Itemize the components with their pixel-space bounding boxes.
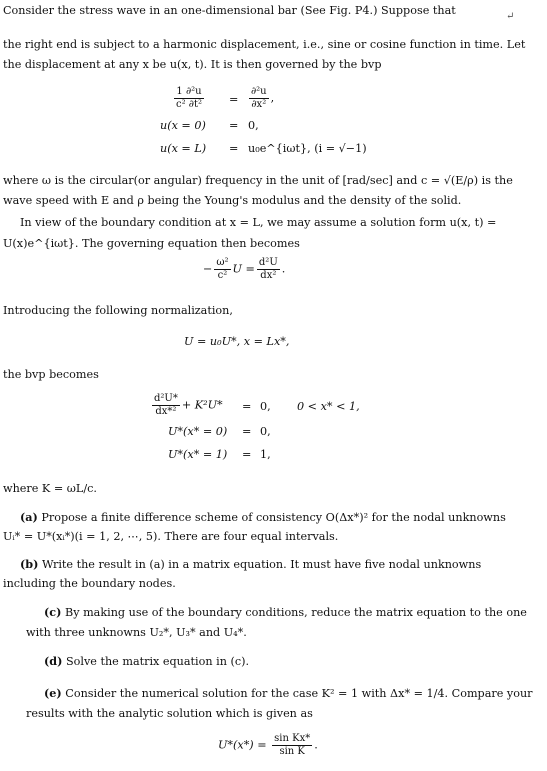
- return-icon: ↵: [506, 11, 515, 22]
- fraction-denominator: dx*²: [155, 406, 177, 417]
- equals-sign: =: [229, 93, 239, 106]
- equation-punct: ,: [270, 91, 275, 105]
- question-e: [44, 686, 533, 701]
- equals-sign: =: [242, 400, 252, 413]
- paragraph-line: the displacement at any x be u(x, t). It is then governed by the bvp: [3, 58, 382, 71]
- fraction-denominator: c² ∂t²: [176, 99, 202, 110]
- fraction-numerator: sin Kx*: [274, 733, 311, 744]
- equation-domain: 0 < x* < 1,: [297, 400, 360, 413]
- minus-sign: −: [203, 262, 213, 276]
- equation-normalized-ode: [150, 393, 223, 418]
- bc-right-lhs: u(x = L): [160, 142, 207, 155]
- question-label: (b): [20, 557, 39, 571]
- bc-normalized-right-lhs: U*(x* = 1): [168, 448, 228, 461]
- question-text: Consider the numerical solution for the case K² = 1 with Δx* = 1/4. Compare your: [65, 687, 533, 700]
- question-label: (d): [44, 654, 63, 668]
- equation-normalization: U = u₀U*, x = Lx*,: [184, 335, 290, 348]
- question-c: [44, 605, 527, 620]
- equals-sign: =: [242, 425, 252, 438]
- paragraph-line: where K = ωL/c.: [3, 482, 97, 495]
- equation-term: + K²U*: [181, 398, 223, 412]
- question-label: (c): [44, 605, 62, 619]
- equation-lhs: U*(x*) =: [218, 738, 267, 752]
- equation-wave-rhs: [247, 86, 274, 111]
- question-text: Write the result in (a) in a matrix equation. It must have five nodal unknowns: [41, 558, 482, 571]
- paragraph-line: In view of the boundary condition at x = L, we may assume a solution form u(x, t) =: [20, 216, 497, 229]
- paragraph-line: where ω is the circular(or angular) frequency in the unit of [rad/sec] and c = √(E/ρ) is the: [3, 174, 513, 187]
- equation-mid: U =: [232, 262, 255, 276]
- question-text: By making use of the boundary conditions, reduce the matrix equation to the one: [64, 606, 527, 619]
- equation-helmholtz: [203, 257, 285, 282]
- paragraph-line: the bvp becomes: [3, 368, 99, 381]
- fraction-numerator: ω²: [216, 257, 229, 268]
- bc-right-rhs: u₀e^{iωt}, (i = √−1): [248, 142, 367, 155]
- fraction-numerator: d²U: [258, 257, 278, 268]
- question-label: (e): [44, 686, 62, 700]
- bc-left-lhs: u(x = 0): [160, 119, 206, 132]
- question-d: [44, 654, 249, 669]
- bc-normalized-left-lhs: U*(x* = 0): [168, 425, 228, 438]
- paragraph-line: the right end is subject to a harmonic displacement, i.e., sine or cosine function in time. Let: [3, 38, 526, 51]
- equation-analytic-solution: [218, 733, 318, 758]
- question-b: [20, 557, 481, 572]
- bc-normalized-right-rhs: 1,: [260, 448, 271, 461]
- fraction-numerator: 1 ∂²u: [174, 86, 204, 99]
- equals-sign: =: [229, 119, 239, 132]
- question-text: Propose a finite difference scheme of consistency O(Δx*)² for the nodal unknowns: [41, 511, 506, 524]
- fraction-numerator: d²U*: [154, 393, 178, 404]
- fraction-numerator: ∂²u: [251, 86, 267, 97]
- question-b-cont: including the boundary nodes.: [3, 577, 176, 590]
- equation-punct: .: [281, 262, 286, 276]
- bc-left-rhs: 0,: [248, 119, 259, 132]
- bc-normalized-left-rhs: 0,: [260, 425, 271, 438]
- paragraph-line: U(x)e^{iωt}. The governing equation then becomes: [3, 237, 300, 250]
- equation-punct: .: [314, 738, 318, 752]
- question-e-cont: results with the analytic solution which is given as: [26, 707, 313, 720]
- fraction-denominator: c²: [217, 270, 228, 281]
- paragraph-line: Consider the stress wave in an one-dimensional bar (See Fig. P4.) Suppose that: [3, 4, 456, 17]
- question-text: Solve the matrix equation in (c).: [65, 655, 250, 668]
- question-label: (a): [20, 510, 38, 524]
- equals-sign: =: [242, 448, 252, 461]
- fraction-denominator: ∂x²: [251, 99, 267, 110]
- equals-sign: =: [229, 142, 239, 155]
- question-a: [20, 510, 506, 525]
- question-c-cont: with three unknowns U₂*, U₃* and U₄*.: [26, 626, 247, 639]
- paragraph-line: wave speed with E and ρ being the Young's modulus and the density of the solid.: [3, 194, 462, 207]
- fraction-denominator: sin K: [279, 746, 305, 757]
- equation-rhs: 0,: [260, 400, 271, 413]
- equation-wave-lhs: [172, 86, 206, 111]
- paragraph-line: Introducing the following normalization,: [3, 304, 233, 317]
- question-a-cont: Uᵢ* = U*(xᵢ*)(i = 1, 2, ⋯, 5). There are four equal intervals.: [3, 530, 339, 543]
- fraction-denominator: dx²: [260, 270, 277, 281]
